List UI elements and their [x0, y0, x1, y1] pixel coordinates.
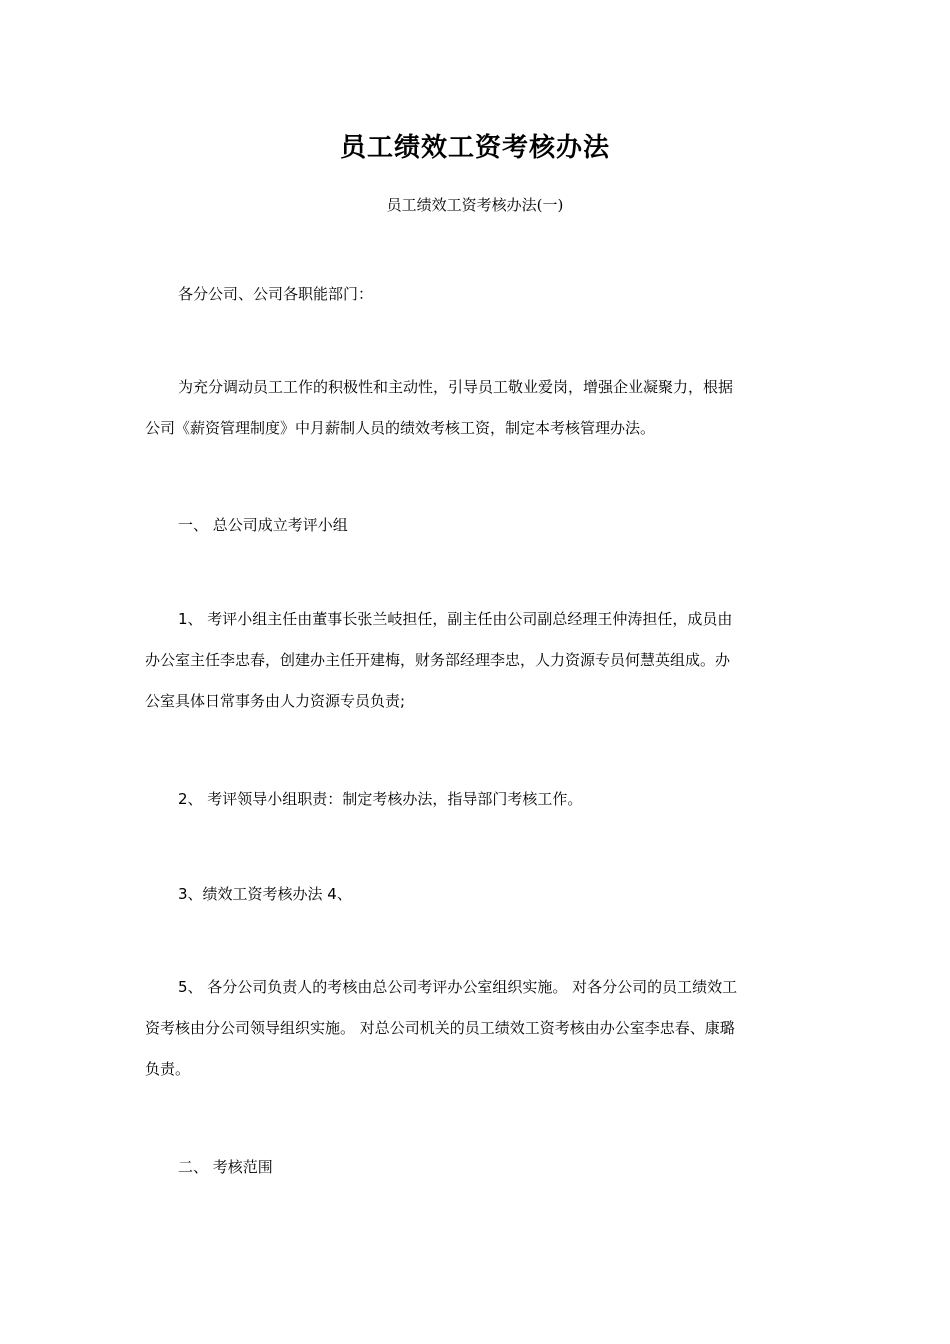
section-1-heading: 一、 总公司成立考评小组 [178, 516, 348, 534]
item-3: 3、绩效工资考核办法 4、 [178, 885, 352, 903]
item-5-paragraph [145, 967, 807, 1090]
intro-paragraph [145, 367, 807, 449]
item-1-line-1: 1、 考评小组主任由董事长张兰岐担任，副主任由公司副总经理王仲涛担任，成员由 [178, 610, 733, 628]
intro-line-1: 为充分调动员工工作的积极性和主动性，引导员工敬业爱岗，增强企业凝聚力，根据 [178, 378, 734, 396]
item-1-line-3: 公室具体日常事务由人力资源专员负责; [145, 692, 406, 710]
section-2-heading: 二、 考核范围 [178, 1158, 273, 1176]
item-1-paragraph [145, 599, 807, 722]
document-subtitle: 员工绩效工资考核办法(一) [386, 196, 564, 214]
document-title: 员工绩效工资考核办法 [339, 133, 610, 163]
item-2: 2、 考评领导小组职责：制定考核办法，指导部门考核工作。 [178, 790, 583, 808]
item-5-line-2: 资考核由分公司领导组织实施。 对总公司机关的员工绩效工资考核由办公室李忠春、康璐 [145, 1019, 735, 1037]
intro-line-2: 公司《薪资管理制度》中月薪制人员的绩效考核工资，制定本考核管理办法。 [145, 419, 656, 437]
item-1-line-2: 办公室主任李忠春，创建办主任开建梅，财务部经理李忠，人力资源专员何慧英组成。办 [145, 651, 731, 669]
item-5-line-1: 5、 各分公司负责人的考核由总公司考评办公室组织实施。 对各分公司的员工绩效工 [178, 978, 738, 996]
item-5-line-3: 负责。 [145, 1060, 191, 1078]
salutation: 各分公司、公司各职能部门： [178, 285, 374, 303]
